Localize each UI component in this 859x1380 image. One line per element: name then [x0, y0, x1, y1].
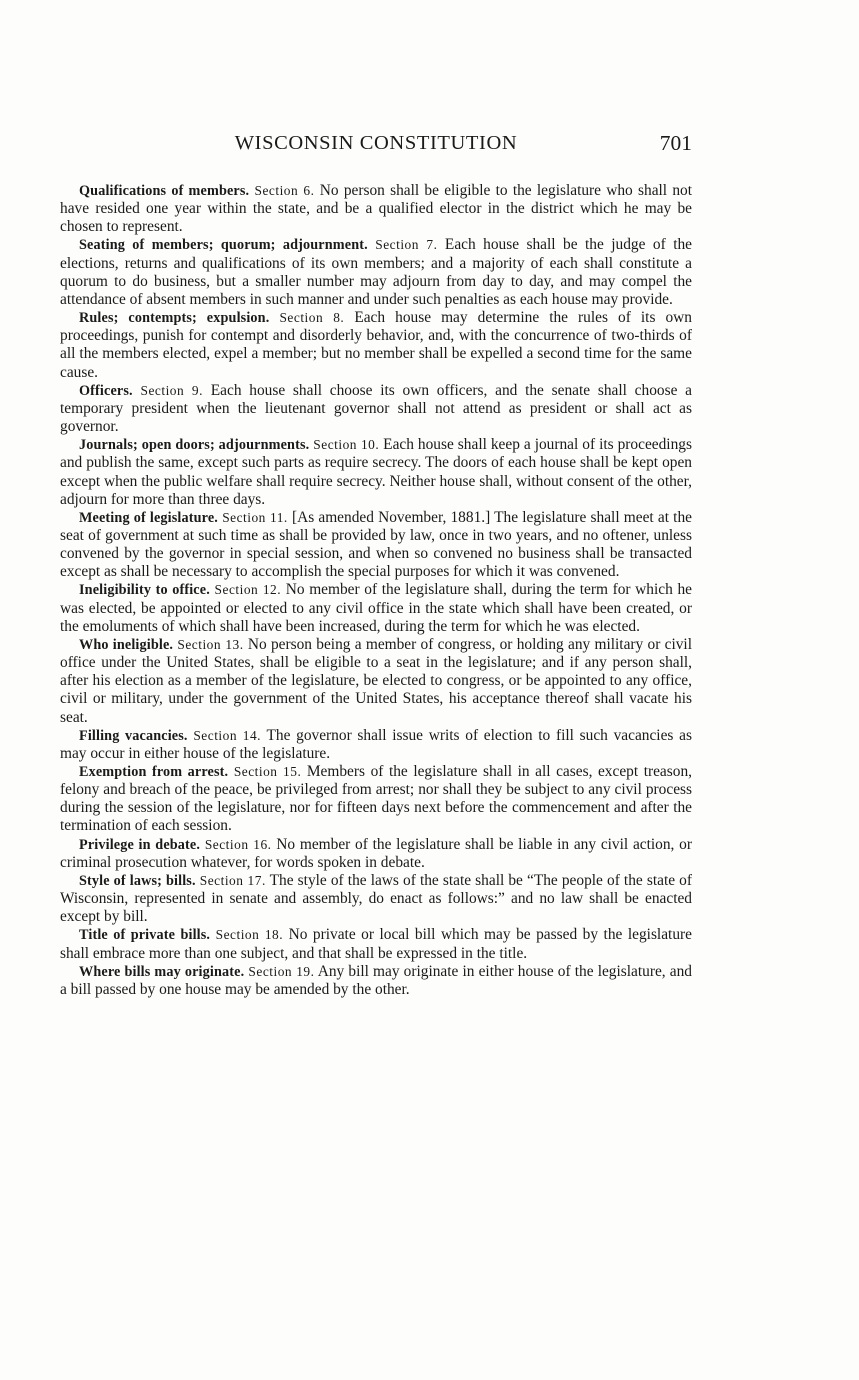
section-label: Section 15. — [233, 764, 302, 779]
section-caption: Who ineligible. — [79, 636, 174, 653]
section-text: No member of the legislature shall be liable in any civil action, or criminal prosecution whatever, for words spoken in debate. — [60, 835, 692, 871]
section-caption: Officers. — [79, 382, 133, 399]
section-12 — [60, 581, 692, 635]
section-text: [As amended November, 1881.] The legislature shall meet at the seat of government at such time as shall be provided by law, once in two years, and no oftener, unless convened by the governor in special session, and when so convened no business shall be transacted except as shall be necessary to accomplish the special purposes for which it was convened. — [60, 508, 692, 581]
section-label: Section 14. — [193, 727, 261, 743]
running-head: WISCONSIN CONSTITUTION — [234, 132, 518, 154]
section-13 — [60, 636, 692, 727]
section-label: Section 19. — [248, 963, 315, 979]
section-text: Each house shall keep a journal of its proceedings and publish the same, except such parts as require secrecy. The doors of each house shall be kept open except when the public welfare shall require secrecy. Neither house shall, without consent of the other, adjourn for more than three days. — [60, 436, 692, 508]
section-9 — [60, 382, 692, 436]
section-caption: Ineligibility to office. — [79, 582, 210, 599]
section-caption: Seating of members; quorum; adjournment. — [79, 237, 368, 254]
section-text: No private or local bill which may be passed by the legislature shall embrace more than one subject, and that shall be expressed in the title. — [60, 926, 692, 962]
section-text: Each house shall choose its own officers, and the senate shall choose a temporary president when the lieutenant governor shall not attend as president or shall act as governor. — [60, 381, 692, 436]
section-caption: Title of private bills. — [79, 927, 211, 944]
page-number: 701 — [659, 131, 692, 155]
section-16 — [60, 836, 692, 872]
section-15 — [60, 763, 692, 836]
section-18 — [60, 926, 692, 962]
section-label: Section 11. — [222, 509, 288, 525]
page-header — [60, 132, 692, 162]
section-caption: Filling vacancies. — [79, 727, 188, 744]
section-label: Section 12. — [214, 582, 282, 598]
page-body — [60, 182, 692, 999]
section-text: Any bill may originate in either house of the legislature, and a bill passed by one house may be amended by the other. — [60, 962, 692, 998]
section-17 — [60, 872, 692, 926]
section-caption: Rules; contempts; expulsion. — [79, 310, 270, 327]
section-text: The governor shall issue writs of election to fill such vacancies as may occur in either house of the legislature. — [60, 726, 692, 762]
section-label: Section 18. — [215, 927, 284, 943]
section-label: Section 9. — [140, 382, 203, 398]
section-label: Section 16. — [204, 836, 272, 852]
section-caption: Journals; open doors; adjournments. — [79, 437, 310, 454]
section-caption: Privilege in debate. — [79, 836, 201, 853]
section-label: Section 7. — [375, 237, 438, 253]
section-10 — [60, 436, 692, 509]
section-label: Section 6. — [254, 183, 315, 198]
section-caption: Where bills may originate. — [79, 963, 245, 980]
section-label: Section 10. — [313, 437, 380, 453]
section-label: Section 17. — [199, 872, 266, 888]
section-caption: Meeting of legislature. — [79, 509, 218, 526]
section-6 — [60, 182, 692, 236]
section-text: No person being a member of congress, or holding any military or civil office under the United States, shall be eligible to a seat in the legislature; and if any person shall, after his election as a member of the legislature, be elected to congress, or be appointed to any office, civil or military, under the government of the United States, his acceptance thereof shall vacate his seat. — [60, 635, 692, 726]
section-text: The style of the laws of the state shall be “The people of the state of Wisconsin, represented in senate and assembly, do enact as follows:” and no law shall be enacted except by bill. — [60, 871, 692, 926]
section-8 — [60, 309, 692, 382]
section-caption: Exemption from arrest. — [79, 764, 229, 780]
section-14 — [60, 727, 692, 763]
section-7 — [60, 236, 692, 309]
section-caption: Qualifications of members. — [79, 183, 250, 199]
section-11 — [60, 509, 692, 582]
section-label: Section 13. — [177, 636, 244, 652]
section-text: Each house shall be the judge of the elections, returns and qualifications of its own members; and a majority of each shall constitute a quorum to do business, but a smaller number may adjourn from day to day, and may compel the attendance of absent members in such manner and under such penalties as each house may provide. — [60, 236, 692, 308]
section-text: Members of the legislature shall in all cases, except treason, felony and breach of the peace, be privileged from arrest; nor shall they be subject to any civil process during the session of the legislature, nor for fifteen days next before the commencement and after the termination of each session. — [60, 763, 692, 835]
section-19 — [60, 963, 692, 999]
section-text: Each house may determine the rules of its own proceedings, punish for contempt and disorderly behavior, and, with the concurrence of two-thirds of all the members elected, expel a member; but no member shall be expelled a second time for the same cause. — [60, 309, 692, 381]
section-caption: Style of laws; bills. — [79, 872, 196, 889]
section-text: No person shall be eligible to the legislature who shall not have resided one year within the state, and be a qualified elector in the district which he may be chosen to represent. — [60, 182, 692, 236]
section-label: Section 8. — [279, 310, 345, 326]
section-text: No member of the legislature shall, during the term for which he was elected, be appointed or elected to any civil office in the state which shall have been created, or the emoluments of which shall have been increased, during the term for which he was elected. — [60, 581, 692, 635]
